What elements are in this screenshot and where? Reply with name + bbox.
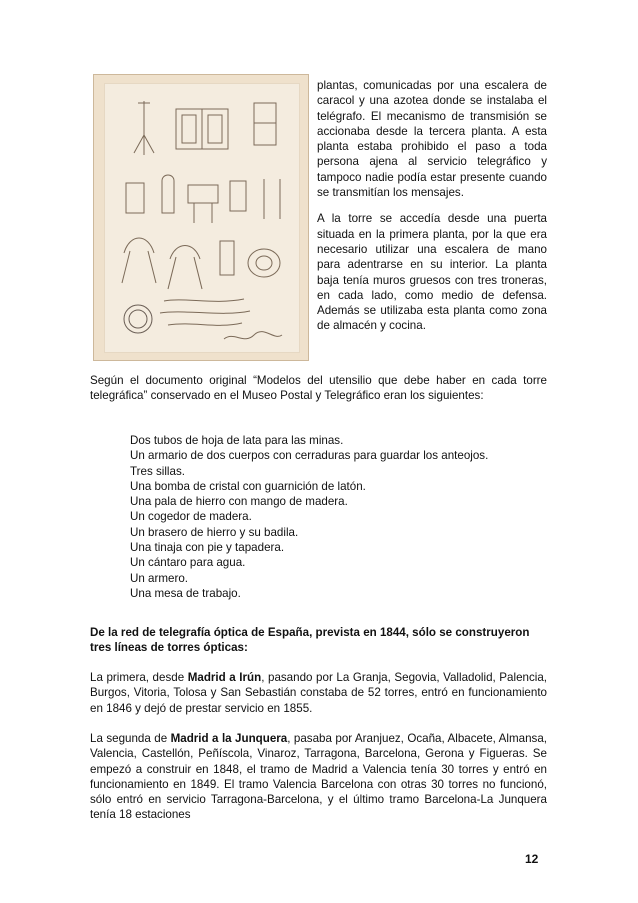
list-item: Una mesa de trabajo. — [130, 586, 241, 600]
side-paragraph-2: A la torre se accedía desde una puerta situada en la primera planta, por la que era necesario utilizar una escalera de mano para adentrarse en su interior. La planta baja tenía muros gruesos con tres troneras, en cada lado, como medio de defensa. Además se utilizaba esta planta como zona de almacén y cocina. — [317, 212, 547, 333]
para1-route: Madrid a Irún — [187, 671, 262, 684]
page-number: 12 — [525, 852, 539, 866]
list-item: Un armero. — [130, 571, 188, 585]
list-item: Dos tubos de hoja de lata para las minas. — [130, 434, 344, 447]
list-item: Una tinaja con pie y tapadera. — [130, 541, 285, 555]
intro-paragraph — [90, 373, 547, 404]
list-item: Una bomba de cristal con guarnición de latón. — [130, 479, 366, 493]
furniture-sketch — [104, 83, 300, 353]
list-item: Tres sillas. — [130, 464, 185, 478]
side-paragraph-1: plantas, comunicadas por una escalera de caracol y una azotea donde se instalaba el telégrafo. El mecanismo de transmisión se accionaba desde la tercera planta. A esta planta estaba prohibido el paso a toda persona ajena al servicio telegráfico y tampoco nadie podía estar presente cuando se transmitían los mensajes. — [317, 79, 547, 200]
list-item: Una pala de hierro con mango de madera. — [130, 495, 348, 509]
figure-side-text — [317, 78, 547, 345]
drawing-paper — [104, 83, 300, 353]
list-item: Un cántaro para agua. — [130, 556, 246, 570]
equipment-list — [130, 433, 550, 601]
list-item: Un cogedor de madera. — [130, 510, 252, 524]
section-heading: De la red de telegrafía óptica de España, prevista en 1844, sólo se construyeron tres líneas de torres ópticas: — [90, 626, 530, 655]
historical-drawing-image — [93, 74, 309, 361]
paragraph-madrid-irun — [90, 670, 547, 716]
para2-before: La segunda de — [90, 732, 171, 745]
intro-text: Según el documento original “Modelos del utensilio que debe haber en cada torre telegráfica” conservado en el Museo Postal y Telegráfico eran los siguientes: — [90, 374, 547, 403]
list-item: Un brasero de hierro y su badila. — [130, 525, 299, 539]
para1-before: La primera, desde — [90, 671, 188, 684]
paragraph-madrid-junquera — [90, 731, 547, 823]
para2-route: Madrid a la Junquera — [170, 732, 288, 745]
para1-after: , pasando por La Granja, Segovia, Valladolid, Palencia, Burgos, Vitoria, Tolosa y San Sebastián constaba de 52 torres, entró en funcionamiento en 1846 y dejó de prestar servicio en 1855. — [90, 671, 548, 715]
para2-after: , pasaba por Aranjuez, Ocaña, Albacete, Almansa, Valencia, Castellón, Peñíscola, Vinaroz, Tarragona, Barcelona, Gerona y Figueras. Se empezó a construir en 1848, el tramo de Madrid a Valencia tenía 30 torres y entró en funcionamiento en 1849. El tramo Valencia Barcelona con otras 30 torres no funcionó, sólo entró en servicio Tarragona-Barcelona, y el último tramo Barcelona-La Junquera tenía 18 estaciones — [90, 732, 547, 822]
list-item: Un armario de dos cuerpos con cerraduras para guardar los anteojos. — [130, 449, 489, 463]
